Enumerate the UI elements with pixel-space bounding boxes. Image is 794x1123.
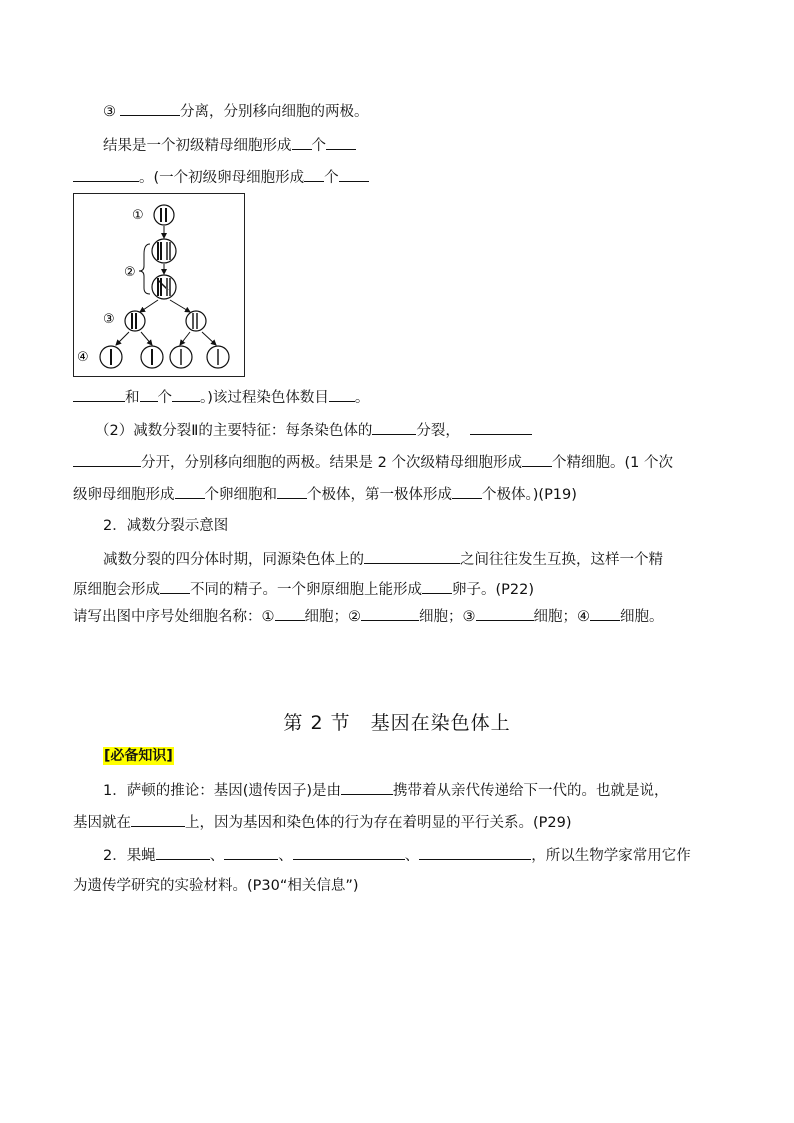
item1-line2 bbox=[73, 811, 572, 833]
arrow bbox=[116, 332, 129, 345]
text: ，所以生物学家常用它作 bbox=[531, 848, 691, 864]
text: 。)该过程染色体数目 bbox=[200, 390, 329, 406]
item2-line1 bbox=[103, 844, 691, 866]
blank[interactable] bbox=[419, 844, 531, 860]
cell-sperm-4 bbox=[207, 346, 229, 368]
text: 2．果蝇 bbox=[103, 848, 156, 864]
text: 分开，分别移向细胞的两极。结果是 2 个次级精母细胞形成 bbox=[141, 455, 522, 471]
section-title: 第 2 节 基因在染色体上 bbox=[283, 712, 511, 734]
blank[interactable] bbox=[160, 578, 190, 594]
text: 、 bbox=[404, 848, 420, 864]
arrow bbox=[180, 332, 190, 345]
meiosis1-result-line1 bbox=[103, 134, 356, 156]
blank[interactable] bbox=[73, 386, 125, 402]
blank[interactable] bbox=[329, 386, 355, 402]
text: 卵子。(P22) bbox=[452, 582, 535, 598]
blank[interactable] bbox=[131, 811, 185, 827]
meiosis2-line2 bbox=[73, 451, 673, 473]
blank[interactable] bbox=[361, 605, 419, 621]
text: 基因就在 bbox=[73, 815, 131, 831]
arrow bbox=[202, 332, 216, 345]
meiosis1-result-line2 bbox=[73, 166, 369, 188]
text: 1．萨顿的推论：基因(遗传因子)是由 bbox=[103, 783, 342, 799]
text: 上，因为基因和染色体的行为存在着明显的平行关系。(P29) bbox=[185, 815, 572, 831]
text: 结果是一个初级精母细胞形成 bbox=[103, 138, 292, 154]
text: 个 bbox=[157, 390, 172, 406]
text: 个精细胞。(1 个次 bbox=[551, 455, 673, 471]
meiosis2-line1 bbox=[95, 419, 532, 441]
text: 携带着从亲代传递给下一代的。也就是说， bbox=[393, 783, 669, 799]
text: 细胞；③ bbox=[419, 609, 476, 625]
cell-primary-2 bbox=[152, 275, 176, 299]
stage2-brace bbox=[139, 244, 150, 294]
blank[interactable] bbox=[172, 386, 200, 402]
text: 原细胞会形成 bbox=[73, 582, 160, 598]
blank[interactable] bbox=[73, 166, 139, 182]
diagram-line1 bbox=[103, 548, 663, 570]
text: 细胞；④ bbox=[533, 609, 590, 625]
blank[interactable] bbox=[341, 779, 393, 795]
cell-spermatogonium bbox=[154, 205, 174, 225]
arrow bbox=[170, 300, 190, 312]
text: 个 bbox=[324, 170, 339, 186]
cell-sperm-2 bbox=[141, 346, 163, 368]
diagram-question bbox=[73, 605, 664, 627]
blank[interactable] bbox=[326, 134, 356, 150]
blank[interactable] bbox=[476, 605, 534, 621]
label-4: ④ bbox=[77, 350, 89, 365]
label-2: ② bbox=[124, 265, 136, 280]
text: 、 bbox=[209, 848, 225, 864]
cell-sperm-1 bbox=[100, 346, 122, 368]
text: 级卵母细胞形成 bbox=[73, 487, 175, 503]
essential-knowledge-tag: [必备知识] bbox=[104, 748, 173, 764]
blank[interactable] bbox=[372, 419, 416, 435]
text: 个 bbox=[311, 138, 326, 154]
blank[interactable] bbox=[292, 134, 312, 150]
cell-secondary-left bbox=[125, 311, 145, 331]
meiosis-diagram bbox=[74, 194, 243, 375]
cell-sperm-3 bbox=[170, 346, 192, 368]
diagram-line2 bbox=[73, 578, 534, 600]
text: 不同的精子。一个卵原细胞上能形成 bbox=[190, 582, 422, 598]
blank[interactable] bbox=[364, 548, 460, 564]
blank[interactable] bbox=[522, 451, 552, 467]
blank[interactable] bbox=[73, 451, 141, 467]
blank[interactable] bbox=[293, 844, 405, 860]
cell-primary-1 bbox=[152, 239, 176, 263]
blank[interactable] bbox=[175, 483, 205, 499]
blank[interactable] bbox=[590, 605, 620, 621]
step3-mark: ③ bbox=[103, 104, 116, 120]
arrow bbox=[140, 300, 158, 312]
meiosis1-result-line3 bbox=[73, 386, 369, 408]
item2-line2: 为遗传学研究的实验材料。(P30“相关信息”) bbox=[73, 878, 359, 894]
text: （2）减数分裂Ⅱ的主要特征：每条染色体的 bbox=[95, 423, 373, 439]
blank[interactable] bbox=[120, 100, 180, 116]
text: 个卵细胞和 bbox=[204, 487, 277, 503]
text: 减数分裂的四分体时期，同源染色体上的 bbox=[103, 552, 364, 568]
label-1: ① bbox=[132, 208, 144, 223]
blank[interactable] bbox=[422, 578, 452, 594]
text: 、 bbox=[278, 848, 293, 864]
blank[interactable] bbox=[140, 386, 158, 402]
text: 个极体，第一极体形成 bbox=[307, 487, 452, 503]
diagram-heading: 2．减数分裂示意图 bbox=[103, 518, 229, 534]
text: 细胞；② bbox=[304, 609, 361, 625]
text: 。 bbox=[354, 390, 370, 406]
meiosis2-line3 bbox=[73, 483, 577, 505]
meiosis-figure bbox=[73, 193, 245, 377]
blank[interactable] bbox=[304, 166, 324, 182]
text: 个极体。)(P19) bbox=[482, 487, 577, 503]
text: 和 bbox=[125, 390, 140, 406]
blank[interactable] bbox=[277, 483, 307, 499]
text: 细胞。 bbox=[620, 609, 664, 625]
text: 分离，分别移向细胞的两极。 bbox=[180, 104, 369, 120]
text: 请写出图中序号处细胞名称：① bbox=[73, 609, 275, 625]
text: 。(一个初级卵母细胞形成 bbox=[139, 170, 305, 186]
blank[interactable] bbox=[339, 166, 369, 182]
blank[interactable] bbox=[156, 844, 210, 860]
meiosis1-step3-line bbox=[103, 100, 369, 122]
blank[interactable] bbox=[470, 419, 532, 435]
label-3: ③ bbox=[103, 312, 115, 327]
blank[interactable] bbox=[452, 483, 482, 499]
arrow bbox=[141, 332, 152, 345]
blank[interactable] bbox=[275, 605, 305, 621]
blank[interactable] bbox=[224, 844, 278, 860]
text: 之间往往发生互换，这样一个精 bbox=[460, 552, 663, 568]
text: 分裂， bbox=[416, 423, 460, 439]
item1-line1 bbox=[103, 779, 669, 801]
cell-secondary-right bbox=[186, 311, 206, 331]
